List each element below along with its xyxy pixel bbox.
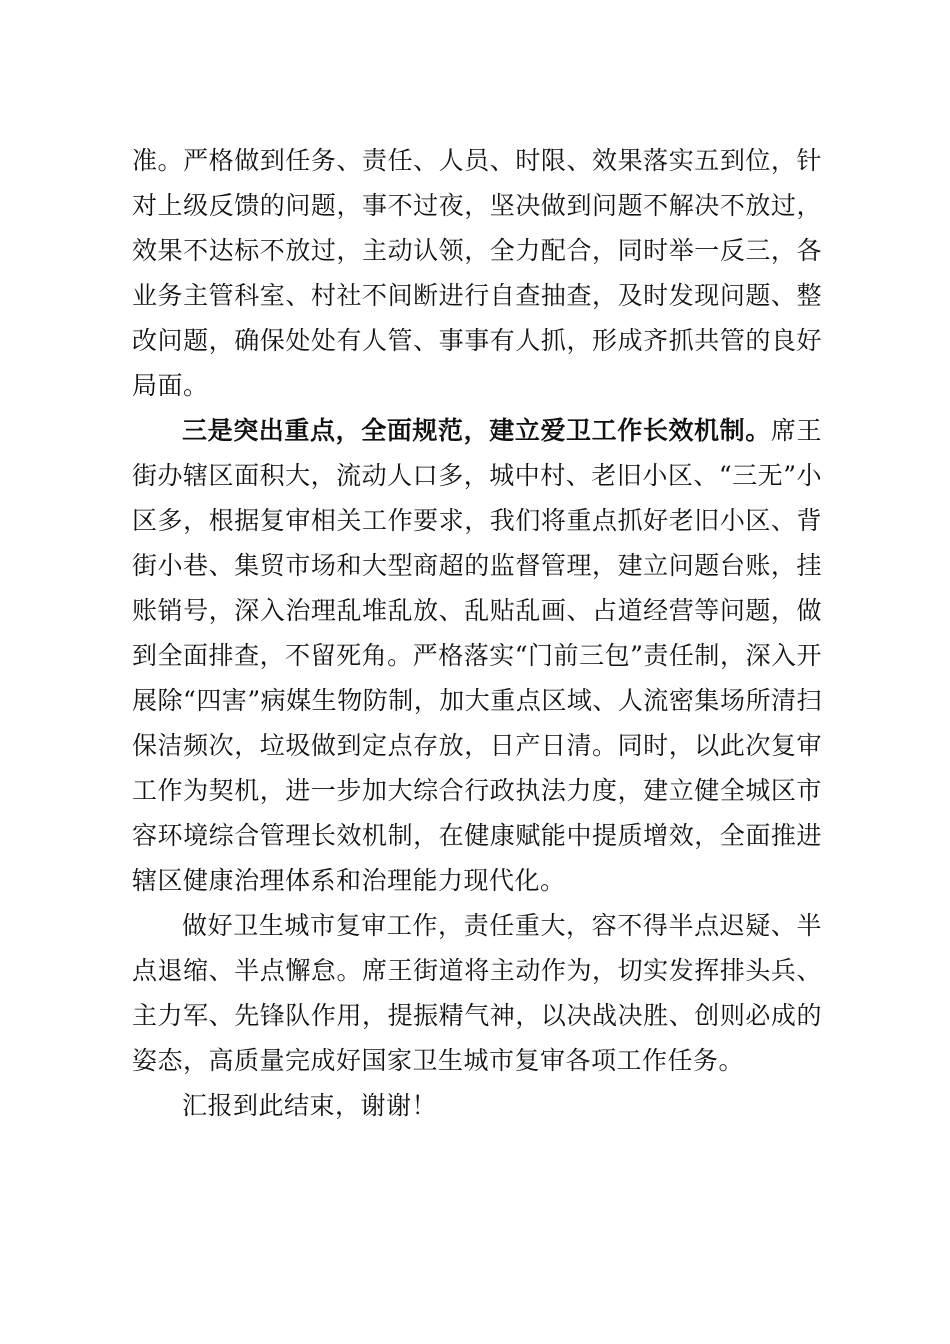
paragraph-conclusion bbox=[132, 903, 822, 1083]
paragraph-text: 准。严格做到任务、责任、人员、时限、效果落实五到位，针对上级反馈的问题，事不过夜，坚决做到问题不解决不放过，效果不达标不放过，主动认领，全力配合，同时举一反三，各业务主管科室、村社不间断进行自查抽查，及时发现问题、整改问题，确保处处有人管、事事有人抓，形成齐抓共管的良好局面。 bbox=[132, 146, 822, 400]
paragraph-text: 做好卫生城市复审工作，责任重大，容不得半点迟疑、半点退缩、半点懈怠。席王街道将主动作为，切实发挥排头兵、主力军、先锋队作用，提振精气神，以决战决胜、创则必成的姿态，高质量完成好国家卫生城市复审各项工作任务。 bbox=[132, 911, 822, 1075]
document-body bbox=[132, 138, 822, 1128]
paragraph-point-three bbox=[132, 408, 822, 903]
paragraph-continuation bbox=[132, 138, 822, 408]
paragraph-text: 汇报到此结束，谢谢！ bbox=[182, 1091, 438, 1120]
paragraph-closing bbox=[132, 1083, 822, 1128]
paragraph-bold-lead: 三是突出重点，全面规范，建立爱卫工作长效机制。 bbox=[182, 416, 771, 445]
paragraph-text: 席王街办辖区面积大，流动人口多，城中村、老旧小区、“三无”小区多，根据复审相关工作要求，我们将重点抓好老旧小区、背街小巷、集贸市场和大型商超的监督管理，建立问题台账，挂账销号，深入治理乱堆乱放、乱贴乱画、占道经营等问题，做到全面排查，不留死角。严格落实“门前三包”责任制，深入开展除“四害”病媒生物防制，加大重点区域、人流密集场所清扫保洁频次，垃圾做到定点存放，日产日清。同时，以此次复审工作为契机，进一步加大综合行政执法力度，建立健全城区市容环境综合管理长效机制，在健康赋能中提质增效，全面推进辖区健康治理体系和治理能力现代化。 bbox=[132, 416, 822, 895]
